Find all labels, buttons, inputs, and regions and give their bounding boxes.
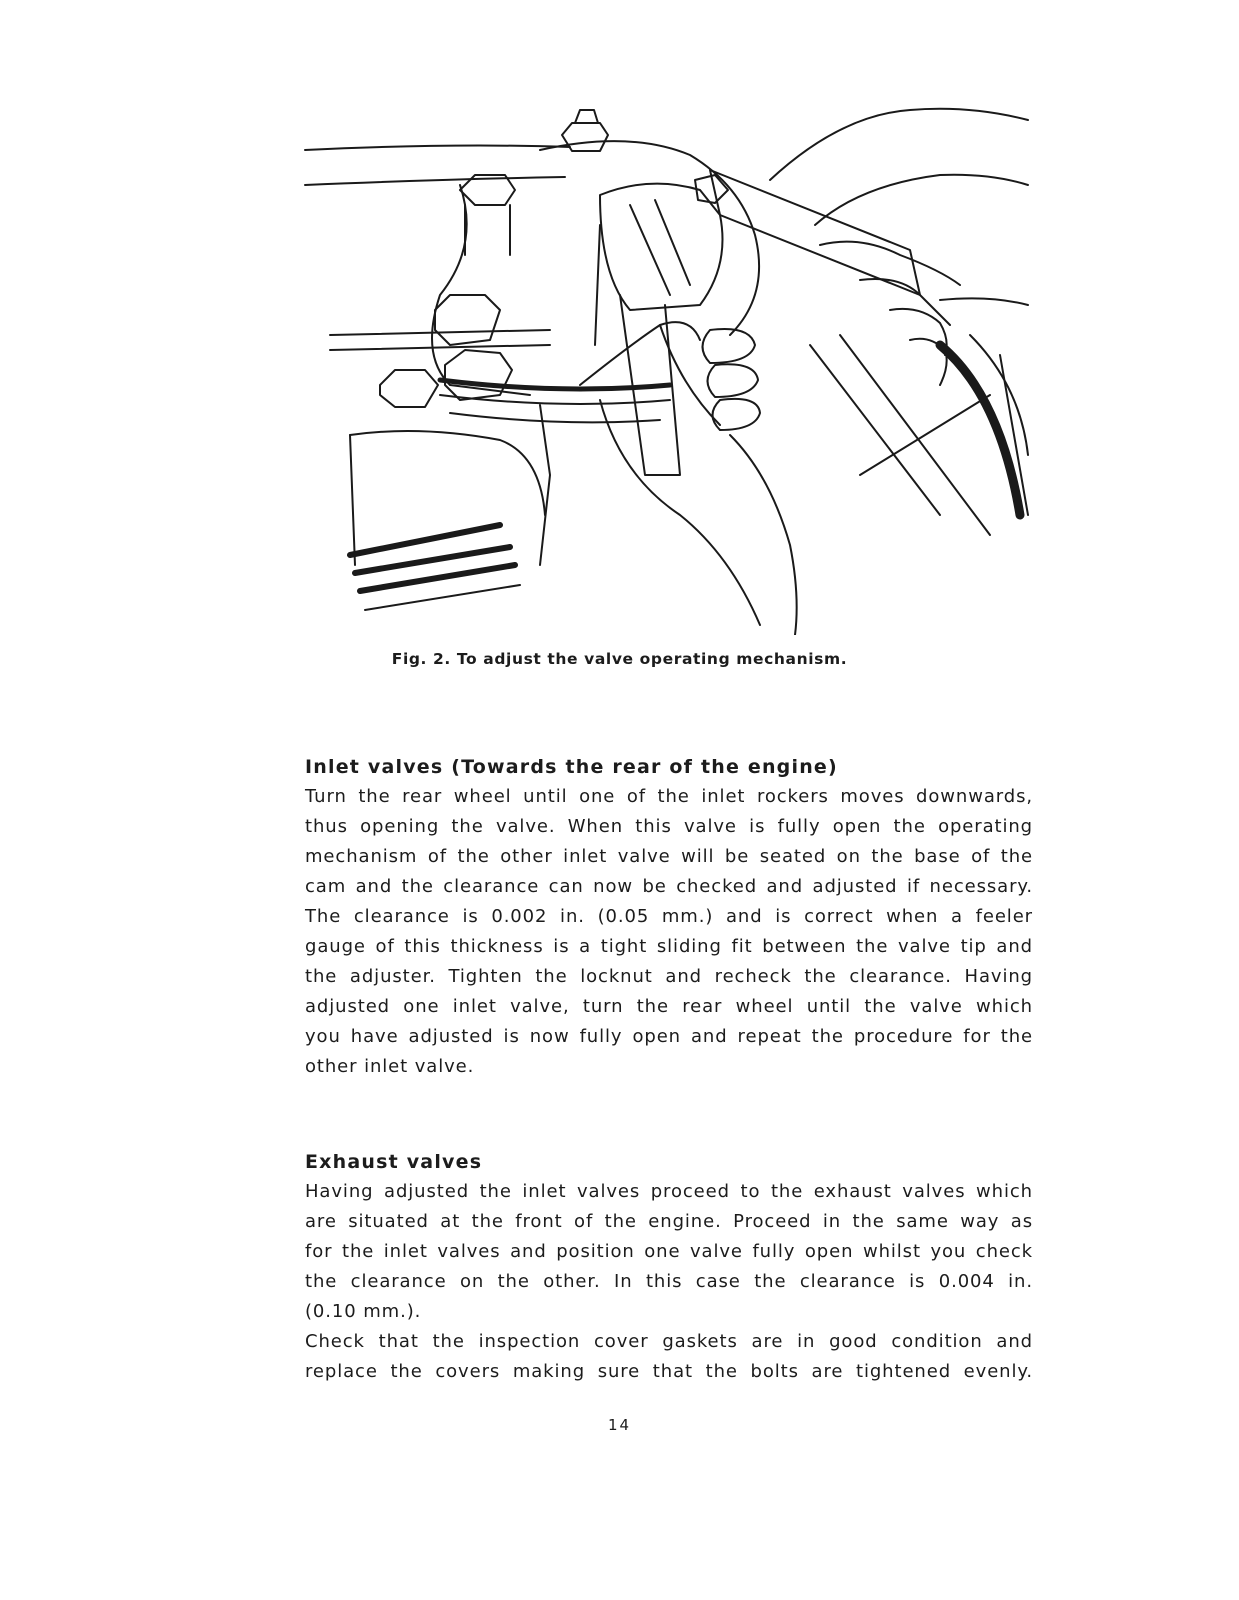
text-line: the clearance on the other. In this case the clearance is 0.004 in. (305, 1271, 1033, 1292)
text-line: adjusted one inlet valve, turn the rear wheel until the valve which (305, 996, 1033, 1017)
text-line: thus opening the valve. When this valve is fully open the operating (305, 816, 1033, 837)
text-line: gauge of this thickness is a tight sliding fit between the valve tip and (305, 936, 1033, 957)
text-line: the adjuster. Tighten the locknut and recheck the clearance. Having (305, 966, 1033, 987)
text-line: for the inlet valves and position one valve fully open whilst you check (305, 1241, 1033, 1262)
exhaust-valves-paragraph (305, 1177, 1033, 1387)
text-line: The clearance is 0.002 in. (0.05 mm.) and is correct when a feeler (305, 906, 1033, 927)
valve-adjustment-illustration (300, 95, 1030, 635)
exhaust-valves-heading: Exhaust valves (305, 1151, 483, 1173)
inlet-valves-paragraph (305, 782, 1033, 1082)
text-line: replace the covers making sure that the bolts are tightened evenly. (305, 1361, 1033, 1382)
text-line: cam and the clearance can now be checked and adjusted if necessary. (305, 876, 1033, 897)
text-line: are situated at the front of the engine. Proceed in the same way as (305, 1211, 1033, 1232)
text-line: you have adjusted is now fully open and repeat the procedure for the (305, 1026, 1033, 1047)
exhaust-valves-section (305, 1147, 1033, 1387)
figure-caption: Fig. 2. To adjust the valve operating mechanism. (391, 650, 848, 668)
page-number: 14 (607, 1416, 632, 1434)
text-line: other inlet valve. (305, 1056, 475, 1077)
inlet-valves-section (305, 752, 1033, 1082)
inlet-valves-heading: Inlet valves (Towards the rear of the engine) (305, 756, 838, 778)
text-line: mechanism of the other inlet valve will be seated on the base of the (305, 846, 1033, 867)
text-line: Having adjusted the inlet valves proceed to the exhaust valves which (305, 1181, 1033, 1202)
text-line: Turn the rear wheel until one of the inlet rockers moves downwards, (305, 786, 1033, 807)
text-line: (0.10 mm.). (305, 1301, 422, 1322)
text-line: Check that the inspection cover gaskets are in good condition and (305, 1331, 1033, 1352)
